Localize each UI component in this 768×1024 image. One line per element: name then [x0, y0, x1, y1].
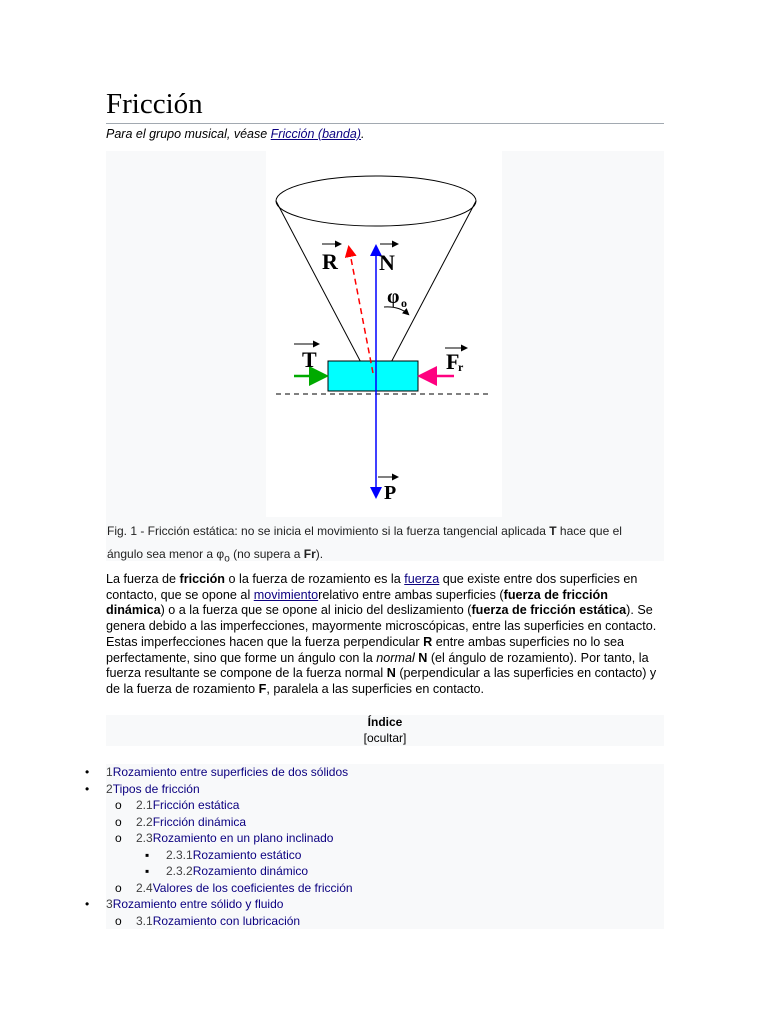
block	[328, 361, 418, 391]
page-title: Fricción	[106, 88, 203, 120]
toc-item-3[interactable]	[106, 897, 283, 911]
toc-item-number: 2.1	[136, 798, 153, 812]
hatnote-link[interactable]: Fricción (banda)	[270, 127, 361, 141]
toc-item-text: Valores de los coeficientes de fricción	[152, 880, 353, 895]
label-phi: φ	[387, 286, 400, 308]
toc-item-number: 2.4	[136, 880, 153, 895]
toc-item-number: 1	[106, 765, 113, 779]
intro-paragraph: La fuerza de fricción o la fuerza de rozamiento es la fuerza que existe entre dos superficies en contacto, que se opone al movimientorelativo entre ambas superficies (fuerza de fricción dinámica) o a la fuerza que se opone al inicio del deslizamiento (fuerza de fricción estática). Se genera debido a las imperfecciones, mayormente microscópicas, entre las superficies en contacto. Estas imperfecciones hacen que la fuerza perpendicular R entre ambas superficies no lo sea perfectamente, sino que forme un ángulo con la normal N (el ángulo de rozamiento). Por tanto, la fuerza resultante se compone de la fuerza normal N (perpendicular a las superficies en contacto) y de la fuerza de rozamiento F, paralela a las superficies en contacto.	[106, 572, 657, 696]
label-N: N	[379, 250, 395, 275]
toc-item-text: Rozamiento entre superficies de dos sólidos	[112, 765, 349, 779]
link-fuerza[interactable]: fuerza	[404, 572, 440, 586]
figure-caption: Fig. 1 - Fricción estática: no se inicia el movimiento si la fuerza tangencial aplicada T hace que el ángulo sea menor a $\varphi_o$ (no supera a Fr).	[107, 524, 622, 565]
toc-toggle[interactable]: [ocultar]	[363, 731, 407, 745]
toc-item-text: Fricción dinámica	[152, 814, 247, 829]
label-T: T	[302, 347, 317, 372]
toc-item-number: 2.2	[136, 814, 153, 829]
toc-bullet: o	[115, 880, 122, 895]
link-movimiento[interactable]: movimiento	[253, 587, 319, 602]
toc-item-text: Rozamiento estático	[192, 847, 302, 862]
toc-item-2-2[interactable]	[136, 815, 246, 829]
toc-bullet: o	[115, 814, 122, 829]
toc-bullet: o	[115, 913, 122, 928]
toc-item-text: Fricción estática	[152, 798, 240, 812]
label-F-sub: r	[458, 360, 464, 374]
toc-item-text: Rozamiento en un plano inclinado	[152, 831, 334, 845]
toc-item-3-1[interactable]	[136, 914, 300, 928]
toc-item-1[interactable]	[106, 765, 348, 779]
toc-item-text: Rozamiento dinámico	[192, 864, 309, 878]
toc-item-2-1[interactable]	[136, 798, 239, 812]
hatnote-suffix: .	[361, 127, 365, 141]
hatnote-prefix: Para el grupo musical, véase	[106, 127, 271, 141]
toc-bullet: ▪	[145, 864, 150, 878]
friction-diagram	[266, 151, 502, 517]
label-phi-sub: o	[401, 296, 407, 310]
toc-item-number: 3.1	[136, 913, 153, 928]
title-divider	[106, 123, 664, 124]
toc-bullet: •	[85, 781, 90, 796]
toc-item-2[interactable]	[106, 782, 200, 796]
toc-title: Índice	[367, 715, 403, 729]
toc-item-2-3-2[interactable]	[166, 864, 308, 878]
toc-item-number: 2	[106, 781, 113, 796]
toc-item-2-4[interactable]	[136, 881, 353, 895]
toc-bullet: •	[85, 897, 90, 911]
toc-item-number: 2.3.2	[166, 864, 193, 878]
toc-bullet: o	[115, 798, 122, 812]
toc-header	[106, 715, 664, 746]
toc-item-2-3[interactable]	[136, 831, 333, 845]
toc-item-number: 2.3	[136, 831, 153, 845]
label-F: F	[446, 349, 460, 374]
toc-item-text: Rozamiento entre sólido y fluido	[112, 897, 284, 911]
toc-item-text: Rozamiento con lubricación	[152, 913, 301, 928]
toc-item-2-3-1[interactable]	[166, 848, 301, 862]
label-R: R	[322, 249, 338, 274]
resultant-arrow	[349, 248, 373, 373]
toc-bullet: o	[115, 831, 122, 845]
hatnote	[106, 127, 364, 141]
toc-item-text: Tipos de fricción	[112, 781, 200, 796]
label-P: P	[384, 482, 397, 504]
cone-rim	[276, 176, 476, 226]
friction-figure	[266, 151, 502, 517]
toc-bullet: ▪	[145, 847, 150, 862]
toc-bullet: •	[85, 765, 90, 779]
toc-item-number: 2.3.1	[166, 847, 193, 862]
toc-item-number: 3	[106, 897, 113, 911]
